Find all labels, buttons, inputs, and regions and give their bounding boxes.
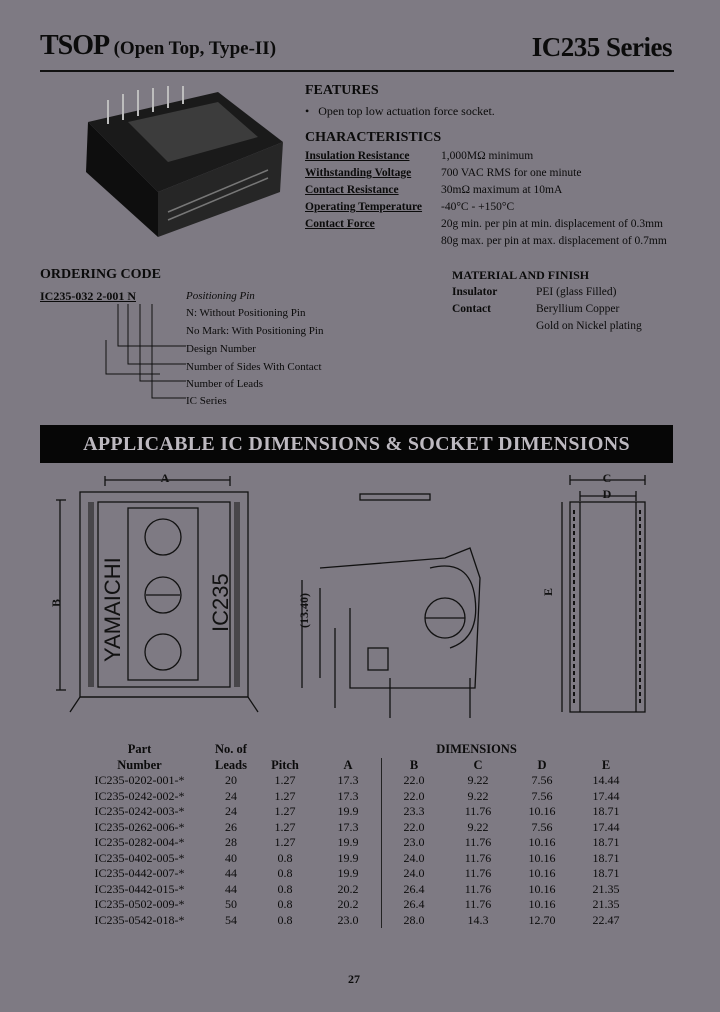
ordering-line: No Mark: With Positioning Pin: [186, 325, 324, 337]
header-leads-2: Leads: [215, 757, 247, 772]
table-row: [72, 804, 638, 820]
end-view-drawing: [540, 470, 660, 720]
table-row: [72, 897, 638, 913]
title-rule: [40, 70, 674, 72]
cell-a: 20.2: [337, 881, 359, 896]
cell-b: 24.0: [382, 866, 447, 882]
cell-d: 10.16: [528, 866, 556, 880]
cell-d: 10.16: [528, 881, 556, 896]
ordering-code: IC235-032 2-001 N: [40, 289, 136, 303]
char-label: Operating Temperature: [305, 201, 423, 213]
cell-part: IC235-0442-007-*: [94, 866, 185, 880]
dim-d-label: D: [602, 487, 612, 501]
dim-a-label: A: [160, 471, 170, 485]
cell-b: 26.4: [382, 897, 447, 913]
features-item-text: Open top low actuation force socket.: [318, 104, 495, 118]
features-heading: FEATURES: [305, 83, 379, 98]
char-label: Contact Resistance: [305, 184, 399, 196]
ordering-heading: ORDERING CODE: [40, 267, 161, 282]
cell-pitch: 1.27: [274, 788, 296, 803]
char-value: 700 VAC RMS for one minute: [441, 167, 582, 179]
cell-leads: 54: [225, 912, 237, 927]
char-value: -40°C - +150°C: [441, 201, 515, 213]
table-row: [72, 913, 638, 929]
series-title: IC235 Series: [531, 32, 672, 62]
material-value: PEI (glass Filled): [536, 286, 617, 298]
cell-b: 23.0: [382, 835, 447, 851]
table-row: [72, 882, 638, 898]
cell-d: 7.56: [531, 788, 553, 803]
table-row: [72, 851, 638, 867]
char-value: 20g min. per pin at min. displacement of 0.3mm: [441, 218, 663, 230]
cell-part: IC235-0262-006-*: [94, 819, 185, 834]
table-header-row: [72, 742, 638, 758]
cell-e: 17.44: [592, 788, 620, 803]
cell-d: 7.56: [531, 773, 553, 787]
bullet: •: [305, 104, 310, 118]
cell-e: 18.71: [592, 866, 620, 880]
model-label: IC235: [208, 573, 233, 632]
cell-d: 10.16: [528, 835, 556, 849]
cell-part: IC235-0542-018-*: [94, 912, 185, 927]
cell-a: 20.2: [337, 897, 359, 911]
cell-a: 19.9: [337, 804, 359, 818]
cell-pitch: 0.8: [277, 912, 293, 927]
dim-e-label: E: [541, 587, 555, 596]
cell-c: 11.76: [464, 881, 492, 896]
page-title: [40, 30, 276, 62]
cell-d: 10.16: [528, 804, 556, 818]
table-row: [72, 866, 638, 882]
cell-part: IC235-0442-015-*: [94, 881, 185, 896]
cell-e: 21.35: [592, 897, 620, 911]
cell-b: 22.0: [382, 789, 447, 805]
cell-e: 21.35: [592, 881, 620, 896]
material-label: Contact: [452, 303, 491, 315]
cell-leads: 20: [225, 773, 237, 787]
cell-b: 24.0: [382, 851, 447, 867]
features-item: [305, 104, 495, 119]
cell-c: 11.76: [464, 804, 492, 818]
cell-leads: 24: [225, 804, 237, 818]
cell-leads: 50: [225, 897, 237, 911]
cell-c: 11.76: [464, 835, 492, 849]
table-header-row: [72, 758, 638, 774]
dim-c-label: C: [602, 471, 612, 485]
cell-a: 19.9: [337, 866, 359, 880]
page-number: 27: [348, 972, 360, 986]
dimensions-table: [72, 742, 638, 928]
cell-c: 11.76: [464, 850, 492, 865]
cell-a: 19.9: [337, 850, 359, 865]
material-value: Beryllium Copper: [536, 303, 620, 315]
cell-c: 11.76: [464, 897, 492, 911]
ordering-line: Number of Leads: [186, 378, 263, 390]
cell-part: IC235-0202-001-*: [94, 773, 185, 787]
ordering-line: Positioning Pin: [186, 290, 255, 302]
header-e: E: [601, 757, 611, 772]
material-label: Insulator: [452, 286, 498, 298]
height-label: (13.40): [297, 593, 311, 628]
cell-d: 10.16: [528, 850, 556, 865]
cell-part: IC235-0402-005-*: [94, 850, 185, 865]
title-subtitle: (Open Top, Type-II): [113, 38, 277, 59]
cell-b: 22.0: [382, 820, 447, 836]
header-part-2: Number: [117, 757, 162, 772]
dim-b-label: B: [49, 598, 63, 607]
header-b: B: [382, 758, 447, 774]
cell-leads: 44: [225, 881, 237, 896]
top-view-drawing: [49, 471, 270, 722]
ordering-line: Design Number: [186, 343, 256, 355]
side-view-drawing: [290, 488, 500, 723]
table-row: [72, 789, 638, 805]
cell-b: 22.0: [382, 773, 447, 789]
cell-pitch: 1.27: [274, 804, 296, 818]
cell-d: 7.56: [531, 819, 553, 834]
header-pitch: Pitch: [271, 757, 299, 772]
cell-b: 28.0: [382, 913, 447, 929]
product-photo: [68, 82, 288, 242]
char-label: Insulation Resistance: [305, 150, 410, 162]
cell-d: 12.70: [528, 912, 556, 927]
header-part-1: Part: [127, 742, 152, 756]
char-value: 80g max. per pin at max. displacement of 0.7mm: [441, 235, 667, 247]
characteristics-heading: CHARACTERISTICS: [305, 130, 442, 145]
cell-c: 14.3: [467, 912, 489, 927]
ordering-line: N: Without Positioning Pin: [186, 307, 306, 319]
table-row: [72, 820, 638, 836]
brand-label: YAMAICHI: [100, 557, 125, 662]
char-label: Contact Force: [305, 218, 375, 230]
cell-a: 23.0: [337, 912, 359, 927]
cell-pitch: 0.8: [277, 897, 293, 911]
cell-part: IC235-0242-002-*: [94, 788, 185, 803]
cell-d: 10.16: [528, 897, 556, 911]
header-leads-1: No. of: [215, 742, 247, 756]
ordering-line: IC Series: [186, 395, 227, 407]
header-dimensions: DIMENSIONS: [436, 742, 517, 756]
cell-e: 17.44: [592, 819, 620, 834]
char-value: 1,000MΩ minimum: [441, 150, 534, 162]
ordering-leader-lines: [100, 302, 190, 412]
material-value: Gold on Nickel plating: [536, 320, 642, 332]
cell-pitch: 1.27: [274, 819, 296, 834]
cell-pitch: 0.8: [277, 881, 293, 896]
cell-a: 17.3: [337, 773, 359, 787]
header-d: D: [537, 757, 547, 772]
cell-pitch: 0.8: [277, 850, 293, 865]
cell-a: 19.9: [337, 835, 359, 849]
cell-c: 9.22: [467, 773, 489, 787]
header-c: C: [473, 757, 483, 772]
header-a: A: [343, 757, 353, 772]
cell-e: 18.71: [592, 835, 620, 849]
cell-part: IC235-0242-003-*: [94, 804, 185, 818]
cell-leads: 40: [225, 850, 237, 865]
cell-leads: 24: [225, 788, 237, 803]
cell-e: 14.44: [592, 773, 620, 787]
cell-leads: 44: [225, 866, 237, 880]
material-heading: MATERIAL AND FINISH: [452, 268, 590, 282]
cell-part: IC235-0502-009-*: [94, 897, 185, 911]
section-banner: APPLICABLE IC DIMENSIONS & SOCKET DIMENSIONS: [40, 425, 673, 463]
cell-e: 22.47: [592, 912, 620, 927]
cell-c: 11.76: [464, 866, 492, 880]
cell-b: 23.3: [382, 804, 447, 820]
title-main: TSOP: [40, 30, 108, 61]
cell-b: 26.4: [382, 882, 447, 898]
cell-leads: 28: [225, 835, 237, 849]
cell-e: 18.71: [592, 850, 620, 865]
cell-part: IC235-0282-004-*: [94, 835, 185, 849]
cell-a: 17.3: [337, 788, 359, 803]
cell-e: 18.71: [592, 804, 620, 818]
cell-leads: 26: [225, 819, 237, 834]
cell-pitch: 0.8: [277, 866, 293, 880]
cell-pitch: 1.27: [274, 773, 296, 787]
char-label: Withstanding Voltage: [305, 167, 412, 179]
ordering-line: Number of Sides With Contact: [186, 361, 322, 373]
table-row: [72, 773, 638, 789]
cell-pitch: 1.27: [274, 835, 296, 849]
char-value: 30mΩ maximum at 10mA: [441, 184, 563, 196]
cell-c: 9.22: [467, 788, 489, 803]
cell-c: 9.22: [467, 819, 489, 834]
cell-a: 17.3: [337, 819, 359, 834]
table-row: [72, 835, 638, 851]
